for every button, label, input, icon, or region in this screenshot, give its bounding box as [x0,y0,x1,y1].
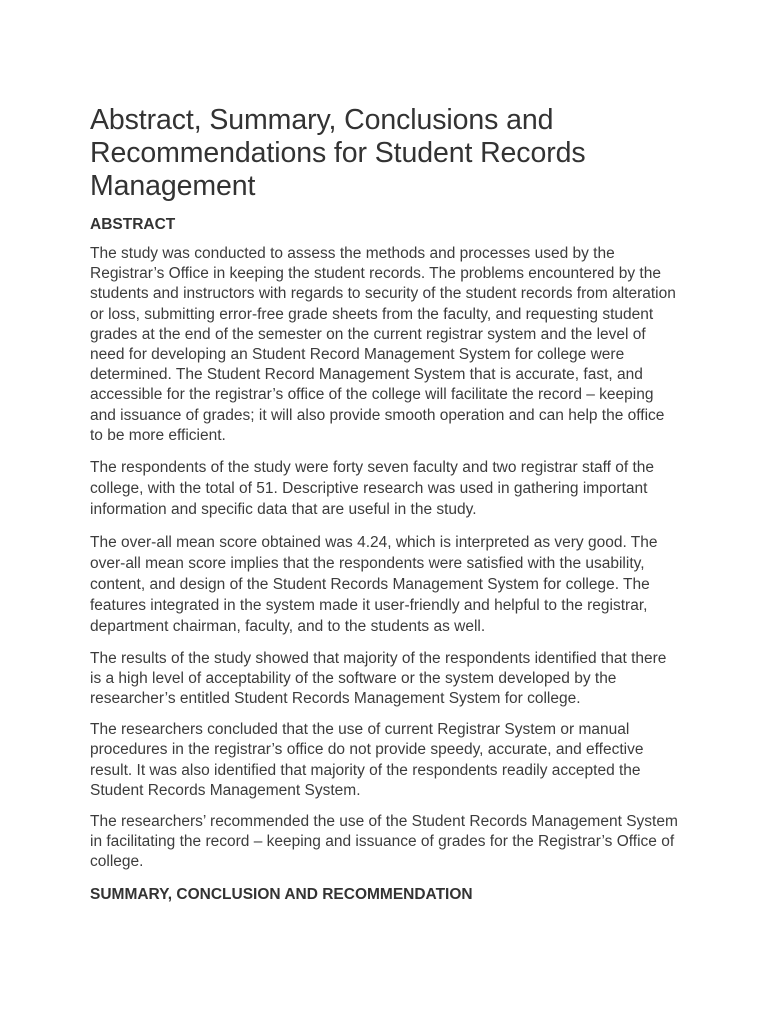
abstract-paragraph-6: The researchers’ recommended the use of the Student Records Management System in facilitating the record – keeping and issuance of grades for the Registrar’s Office of college. [90,813,678,871]
summary-heading: SUMMARY, CONCLUSION AND RECOMMENDATION [90,885,473,903]
abstract-paragraph-3: The over-all mean score obtained was 4.24, which is interpreted as very good. The over-all mean score implies that the respondents were satisfied with the usability, content, and design of the Student Records Management System for college. The features integrated in the system made it user-friendly and helpful to the registrar, department chairman, faculty, and to the students as well. [90,533,658,636]
abstract-paragraph-4: The results of the study showed that majority of the respondents identified that there is a high level of acceptability of the software or the system developed by the researcher’s entitled Student Records Management System for college. [90,649,667,708]
abstract-paragraph-1: The study was conducted to assess the methods and processes used by the Registrar’s Office in keeping the student records. The problems encountered by the students and instructors with regards to security of the student records from alteration or loss, submitting error-free grade sheets from the faculty, and requesting student grades at the end of the semester on the current registrar system and the level of need for developing an Student Record Management System for college were determined. The Student Record Management System that is accurate, fast, and accessible for the registrar’s office of the college will facilitate the record – keeping and issuance of grades; it will also provide smooth operation and can help the office to be more efficient. [90,245,676,444]
abstract-heading: ABSTRACT [90,216,176,233]
document-title: Abstract, Summary, Conclusions and Recommendations for Student Records Management [90,104,586,202]
abstract-paragraph-5: The researchers concluded that the use of current Registrar System or manual procedures in the registrar’s office do not provide speedy, accurate, and effective result. It was also identified that majority of the respondents readily accepted the Student Records Management System. [90,721,644,799]
abstract-paragraph-2: The respondents of the study were forty seven faculty and two registrar staff of the college, with the total of 51. Descriptive research was used in gathering important information and specific data that are useful in the study. [90,459,655,519]
